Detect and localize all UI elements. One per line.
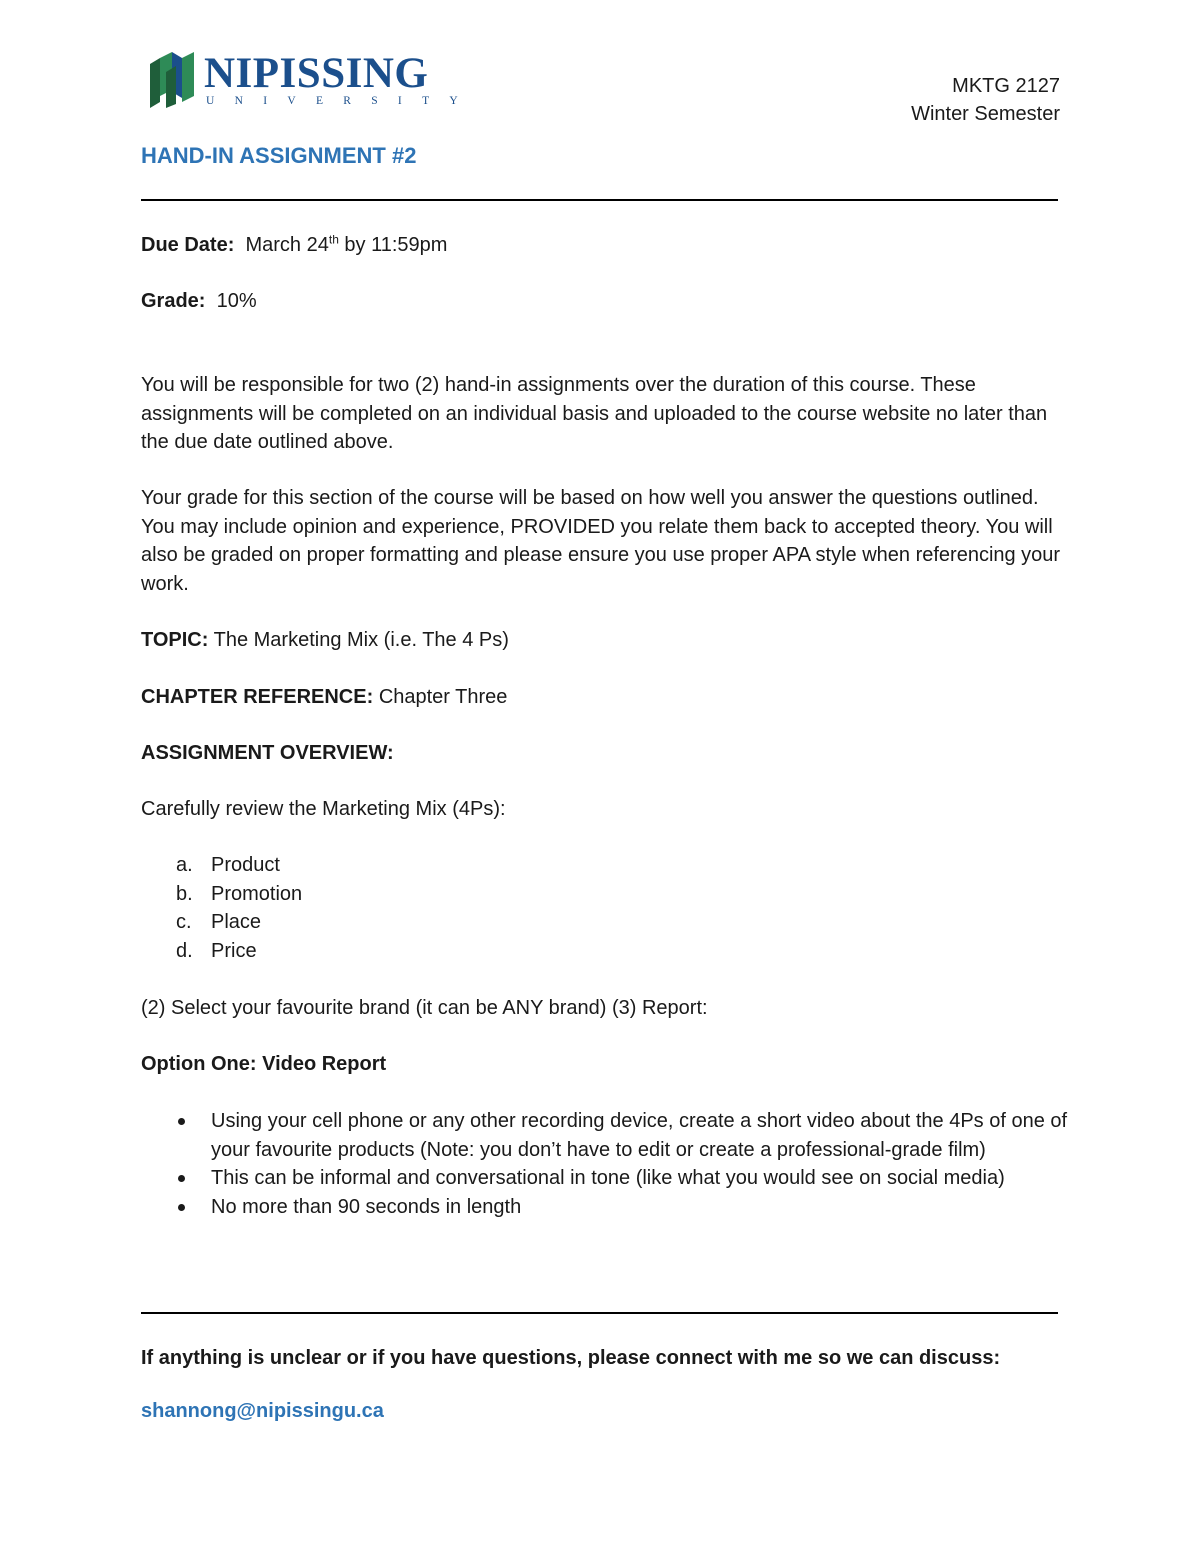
list-item: This can be informal and conversational in tone (like what you would see on social media) <box>141 1164 1071 1193</box>
topic-line <box>141 626 1071 655</box>
paragraph-intro: You will be responsible for two (2) hand-in assignments over the duration of this course. These assignments will be completed on an individual basis and uploaded to the course website no later than the due date outlined above. <box>141 374 1048 453</box>
paragraph-grading: Your grade for this section of the course will be based on how well you answer the questions outlined. You may include opinion and experience, PROVIDED you relate them back to accepted theory. You will also be graded on proper formatting and please ensure you use proper APA style when referencing your work. <box>141 487 1061 595</box>
due-date-value: March 24th by 11:59pm <box>245 232 448 256</box>
nipissing-shield-icon <box>146 50 198 108</box>
bottom-divider <box>141 1312 1058 1314</box>
chapter-line <box>141 683 1071 712</box>
bullet-icon <box>141 1164 211 1193</box>
select-brand-line: (2) Select your favourite brand (it can be ANY brand) (3) Report: <box>141 997 708 1019</box>
due-date-line <box>141 231 1071 260</box>
list-item: b. Promotion <box>176 882 303 905</box>
closing-line: If anything is unclear or if you have questions, please connect with me so we can discuss: <box>141 1347 1001 1369</box>
list-item: a. Product <box>176 854 280 876</box>
chapter-value: Chapter Three <box>378 686 508 708</box>
assignment-title: HAND-IN ASSIGNMENT #2 <box>141 143 417 168</box>
email-link[interactable]: shannong@nipissingu.ca <box>141 1400 384 1422</box>
list-item: No more than 90 seconds in length <box>141 1193 1071 1222</box>
grade-label: Grade: <box>141 290 206 312</box>
option-title: Option One: Video Report <box>141 1053 387 1075</box>
semester: Winter Semester <box>911 103 1060 125</box>
course-info <box>911 72 1060 128</box>
topic-label: TOPIC: <box>141 629 209 651</box>
bullet-icon <box>141 1193 211 1222</box>
four-ps-list <box>141 851 302 966</box>
list-item: Using your cell phone or any other recording device, create a short video about the 4Ps of one of your favourite products (Note: you don’t have to edit or create a professional-grade film) <box>141 1107 1071 1164</box>
grade-value: 10% <box>216 290 257 312</box>
list-item: d. Price <box>176 940 257 963</box>
requirements-list <box>141 1107 1071 1221</box>
top-divider <box>141 199 1058 201</box>
overview-heading: ASSIGNMENT OVERVIEW: <box>141 742 394 764</box>
grade-line <box>141 287 1071 316</box>
bullet-icon <box>141 1107 211 1164</box>
logo-wordmark: NIPISSING <box>204 50 429 97</box>
chapter-label: CHAPTER REFERENCE: <box>141 686 374 708</box>
course-code: MKTG 2127 <box>952 75 1060 97</box>
review-line: Carefully review the Marketing Mix (4Ps): <box>141 798 506 820</box>
due-date-label: Due Date: <box>141 234 235 256</box>
logo-subtitle: UNIVERSITY <box>206 95 478 107</box>
topic-value: The Marketing Mix (i.e. The 4 Ps) <box>213 629 509 651</box>
list-item: c. Place <box>176 911 262 934</box>
university-logo <box>146 50 478 112</box>
